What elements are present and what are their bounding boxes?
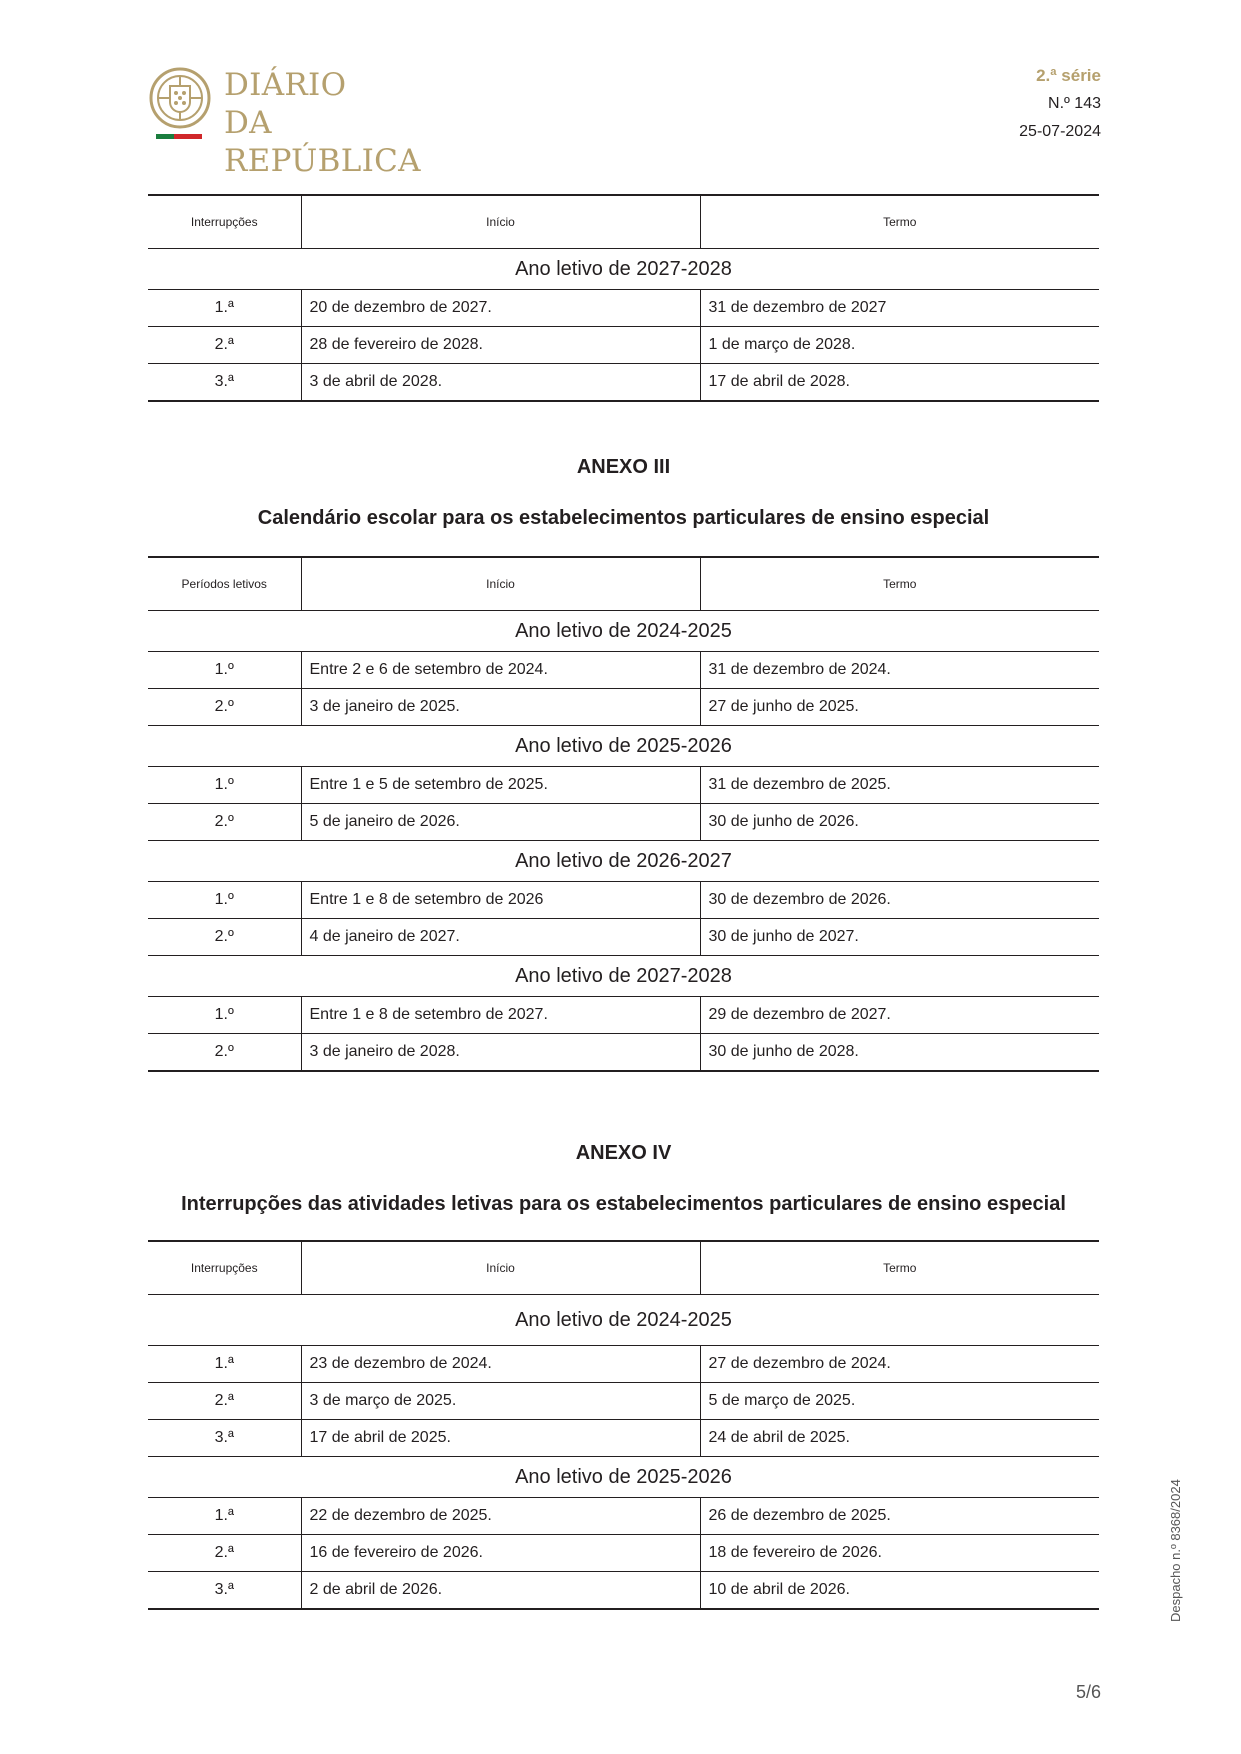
period-number: 2.º (148, 689, 301, 726)
diario-logo (148, 64, 468, 179)
period-number: 3.ª (148, 364, 301, 402)
year-label: Ano letivo de 2027-2028 (148, 249, 1099, 290)
table-row (148, 1034, 1099, 1072)
start-date: 23 de dezembro de 2024. (301, 1346, 700, 1383)
end-date: 17 de abril de 2028. (700, 364, 1099, 402)
year-label: Ano letivo de 2025-2026 (148, 726, 1099, 767)
start-date: 16 de fevereiro de 2026. (301, 1535, 700, 1572)
period-number: 1.ª (148, 1346, 301, 1383)
table-header-row (148, 557, 1099, 611)
end-date: 30 de junho de 2027. (700, 919, 1099, 956)
table-row (148, 652, 1099, 689)
start-date: 22 de dezembro de 2025. (301, 1498, 700, 1535)
issue-meta (1019, 62, 1101, 146)
start-date: 2 de abril de 2026. (301, 1572, 700, 1610)
serie-label: 2.ª série (1036, 66, 1101, 85)
end-date: 27 de junho de 2025. (700, 689, 1099, 726)
interruptions-table-continued (148, 194, 1099, 402)
year-row (148, 249, 1099, 290)
issue-date: 25-07-2024 (1019, 123, 1101, 140)
table-row (148, 997, 1099, 1034)
table-row (148, 1535, 1099, 1572)
table-header-row (148, 195, 1099, 249)
issue-number: N.º 143 (1048, 95, 1101, 112)
table-row (148, 327, 1099, 364)
column-header: Início (301, 195, 700, 249)
table-row (148, 290, 1099, 327)
start-date: Entre 2 e 6 de setembro de 2024. (301, 652, 700, 689)
end-date: 31 de dezembro de 2024. (700, 652, 1099, 689)
end-date: 5 de março de 2025. (700, 1383, 1099, 1420)
year-row (148, 956, 1099, 997)
period-number: 2.º (148, 804, 301, 841)
period-number: 2.ª (148, 1383, 301, 1420)
column-header: Início (301, 557, 700, 611)
period-number: 1.ª (148, 290, 301, 327)
table-row (148, 1346, 1099, 1383)
start-date: 20 de dezembro de 2027. (301, 290, 700, 327)
table-row (148, 1498, 1099, 1535)
period-number: 3.ª (148, 1572, 301, 1610)
page-number: 5/6 (1075, 1682, 1101, 1702)
annex-iv-title: ANEXO IV (575, 1142, 672, 1164)
period-number: 1.º (148, 997, 301, 1034)
end-date: 24 de abril de 2025. (700, 1420, 1099, 1457)
table-row (148, 1572, 1099, 1610)
period-number: 2.ª (148, 1535, 301, 1572)
school-calendar-table (148, 556, 1099, 1072)
despacho-reference: Despacho n.º 8368/2024 (1168, 1479, 1183, 1622)
start-date: Entre 1 e 8 de setembro de 2026 (301, 882, 700, 919)
title-line-1: DIÁRIO (224, 67, 347, 103)
year-row (148, 611, 1099, 652)
year-row (148, 726, 1099, 767)
table-row (148, 804, 1099, 841)
annex-iii-title: ANEXO III (576, 456, 671, 478)
year-row (148, 1457, 1099, 1498)
annex-iii-subtitle: Calendário escolar para os estabelecimentos particulares de ensino especial (257, 507, 990, 529)
end-date: 18 de fevereiro de 2026. (700, 1535, 1099, 1572)
period-number: 3.ª (148, 1420, 301, 1457)
end-date: 10 de abril de 2026. (700, 1572, 1099, 1610)
start-date: 5 de janeiro de 2026. (301, 804, 700, 841)
column-header: Termo (700, 1241, 1099, 1295)
period-number: 2.º (148, 1034, 301, 1072)
start-date: 3 de março de 2025. (301, 1383, 700, 1420)
table-row (148, 882, 1099, 919)
year-row (148, 841, 1099, 882)
title-line-2: DA REPÚBLICA (224, 105, 421, 179)
column-header: Períodos letivos (148, 557, 301, 611)
annex-iv-subtitle: Interrupções das atividades letivas para os estabelecimentos particulares de ensino especial (181, 1193, 1066, 1215)
start-date: 17 de abril de 2025. (301, 1420, 700, 1457)
year-label: Ano letivo de 2027-2028 (148, 956, 1099, 997)
start-date: Entre 1 e 8 de setembro de 2027. (301, 997, 700, 1034)
year-label: Ano letivo de 2025-2026 (148, 1457, 1099, 1498)
period-number: 1.º (148, 652, 301, 689)
table-header-row (148, 1241, 1099, 1295)
flag-stripe (156, 134, 202, 139)
end-date: 1 de março de 2028. (700, 327, 1099, 364)
column-header: Interrupções (148, 1241, 301, 1295)
end-date: 29 de dezembro de 2027. (700, 997, 1099, 1034)
period-number: 1.º (148, 767, 301, 804)
period-number: 1.º (148, 882, 301, 919)
period-number: 2.ª (148, 327, 301, 364)
year-label: Ano letivo de 2024-2025 (148, 611, 1099, 652)
start-date: Entre 1 e 5 de setembro de 2025. (301, 767, 700, 804)
start-date: 28 de fevereiro de 2028. (301, 327, 700, 364)
table-row (148, 364, 1099, 402)
year-label: Ano letivo de 2026-2027 (148, 841, 1099, 882)
publication-title (224, 66, 468, 180)
end-date: 30 de dezembro de 2026. (700, 882, 1099, 919)
start-date: 3 de janeiro de 2028. (301, 1034, 700, 1072)
column-header: Início (301, 1241, 700, 1295)
end-date: 31 de dezembro de 2025. (700, 767, 1099, 804)
table-row (148, 767, 1099, 804)
column-header: Interrupções (148, 195, 301, 249)
start-date: 4 de janeiro de 2027. (301, 919, 700, 956)
year-label: Ano letivo de 2024-2025 (148, 1295, 1099, 1346)
end-date: 30 de junho de 2028. (700, 1034, 1099, 1072)
column-header: Termo (700, 195, 1099, 249)
start-date: 3 de abril de 2028. (301, 364, 700, 402)
table-row (148, 1420, 1099, 1457)
table-row (148, 689, 1099, 726)
start-date: 3 de janeiro de 2025. (301, 689, 700, 726)
table-row (148, 919, 1099, 956)
end-date: 27 de dezembro de 2024. (700, 1346, 1099, 1383)
year-row (148, 1295, 1099, 1346)
period-number: 1.ª (148, 1498, 301, 1535)
end-date: 30 de junho de 2026. (700, 804, 1099, 841)
interruptions-table (148, 1240, 1099, 1610)
end-date: 26 de dezembro de 2025. (700, 1498, 1099, 1535)
table-row (148, 1383, 1099, 1420)
coat-of-arms-icon (148, 66, 212, 130)
end-date: 31 de dezembro de 2027 (700, 290, 1099, 327)
column-header: Termo (700, 557, 1099, 611)
period-number: 2.º (148, 919, 301, 956)
